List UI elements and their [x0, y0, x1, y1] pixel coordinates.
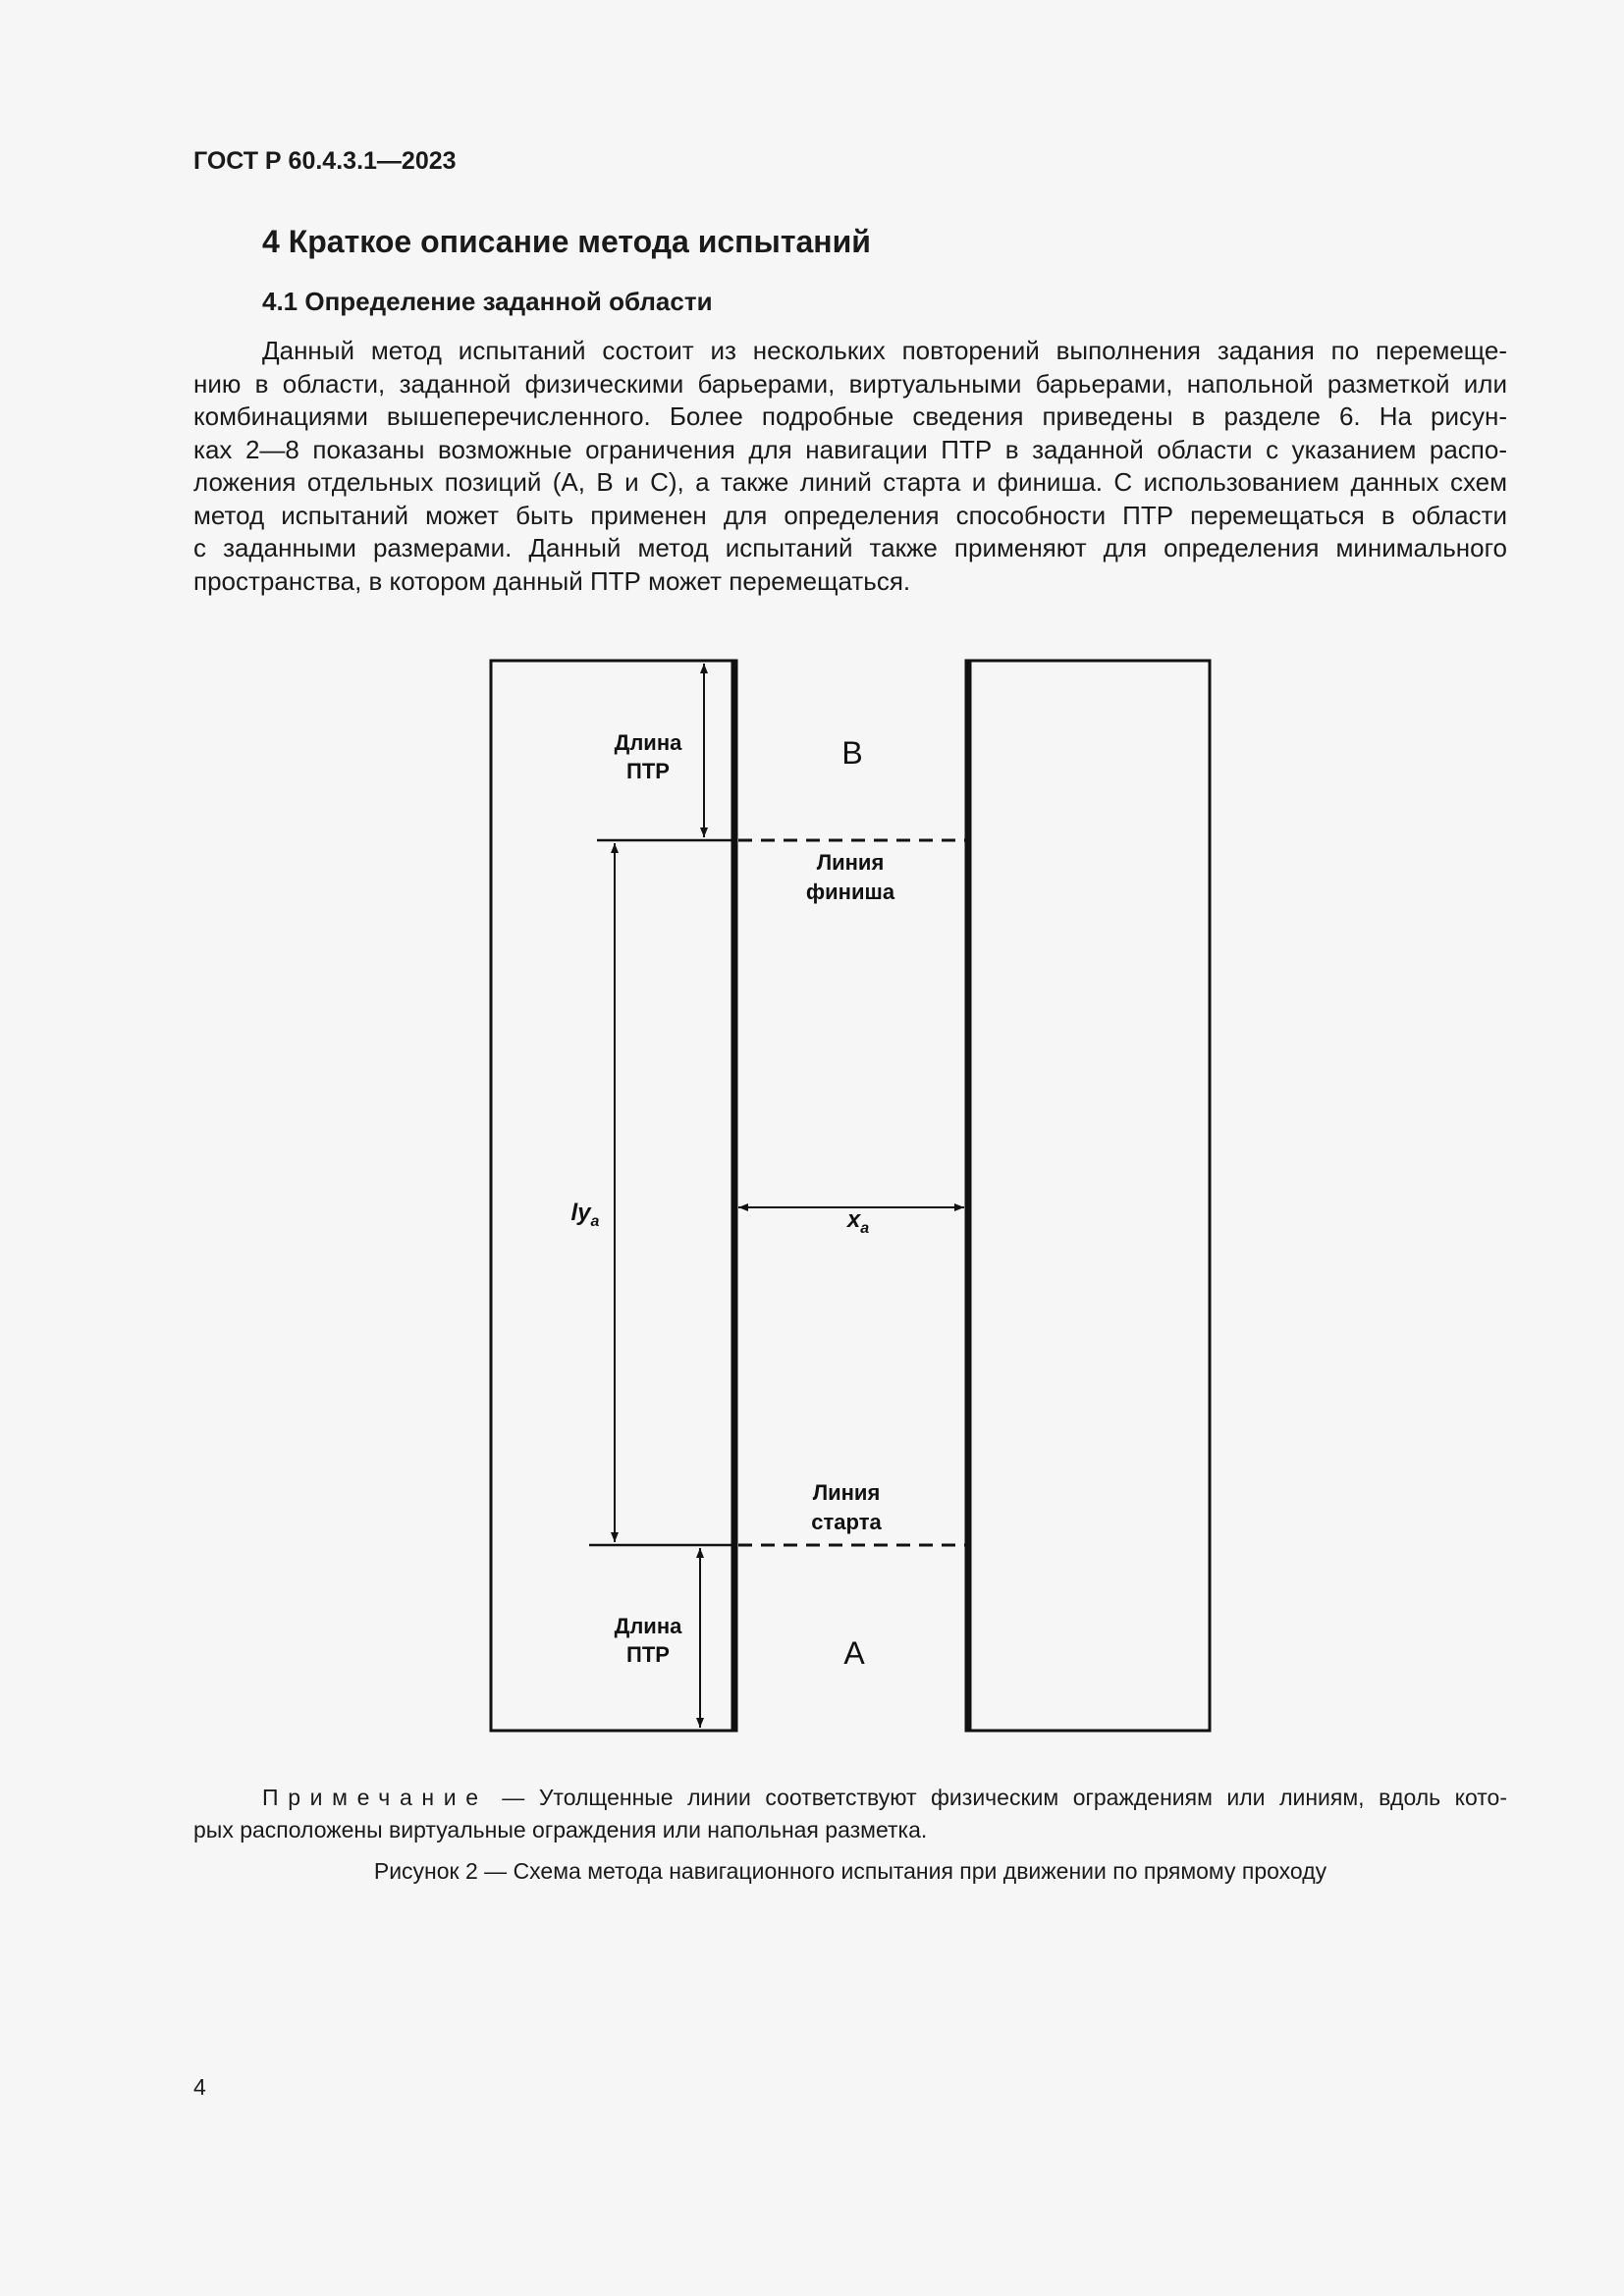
- note-label: Примечание: [262, 1785, 488, 1810]
- bottom-length-label-line2: ПТР: [626, 1642, 670, 1667]
- right-barrier-box: [966, 661, 1210, 1731]
- paragraph-line: ложения отдельных позиций (А, В и С), а также линий старта и финиша. С использованием данных схем: [193, 467, 1507, 497]
- page-number: 4: [193, 2074, 206, 2100]
- figure-caption: Рисунок 2 — Схема метода навигационного испытания при движении по прямому проходу: [373, 1858, 1327, 1884]
- paragraph-line: Данный метод испытаний состоит из нескольких повторений выполнения задания по перемеще-: [262, 336, 1507, 365]
- paragraph-line: ках 2—8 показаны возможные ограничения для навигации ПТР в заданной области с указанием распо-: [193, 434, 1507, 464]
- top-length-label-line1: Длина: [614, 730, 682, 755]
- paragraph-line: с заданными размерами. Данный метод испытаний также применяют для определения минимального: [193, 533, 1507, 562]
- paragraph-line: пространства, в котором данный ПТР может перемещаться.: [193, 565, 911, 596]
- body-paragraph: [193, 335, 1507, 598]
- finish-label-line2: финиша: [805, 880, 895, 904]
- note-text-1: — Утолщенные линии соответствуют физическим ограждениям или линиям, вдоль кото-: [502, 1785, 1508, 1810]
- x-label: $x_a$: [846, 1206, 870, 1237]
- section-heading: 4 Краткое описание метода испытаний: [262, 224, 871, 259]
- subsection-heading: 4.1 Определение заданной области: [262, 287, 713, 316]
- document-id: ГОСТ Р 60.4.3.1—2023: [193, 147, 457, 175]
- note-line: [193, 1782, 1507, 1814]
- paragraph-line: метод испытаний может быть применен для определения способности ПТР перемещаться в области: [193, 500, 1507, 530]
- finish-label-line1: Линия: [816, 850, 885, 875]
- position-a-label: А: [843, 1635, 865, 1671]
- left-barrier-box: [491, 661, 736, 1731]
- bottom-length-label-line1: Длина: [614, 1614, 682, 1638]
- position-b-label: В: [841, 735, 863, 771]
- figure-note: [193, 1782, 1507, 1846]
- start-label-line1: Линия: [812, 1480, 881, 1505]
- ly-label: $ly_a$: [570, 1200, 600, 1230]
- paragraph-line: нию в области, заданной физическими барьерами, виртуальными барьерами, напольной разметкой или: [193, 368, 1507, 399]
- note-line: рых расположены виртуальные ограждения или напольная разметка.: [193, 1817, 928, 1842]
- start-label-line2: старта: [811, 1510, 882, 1534]
- top-length-label-line2: ПТР: [626, 759, 670, 783]
- paragraph-line: комбинациями вышеперечисленного. Более подробные сведения приведены в разделе 6. На рисун-: [193, 401, 1507, 431]
